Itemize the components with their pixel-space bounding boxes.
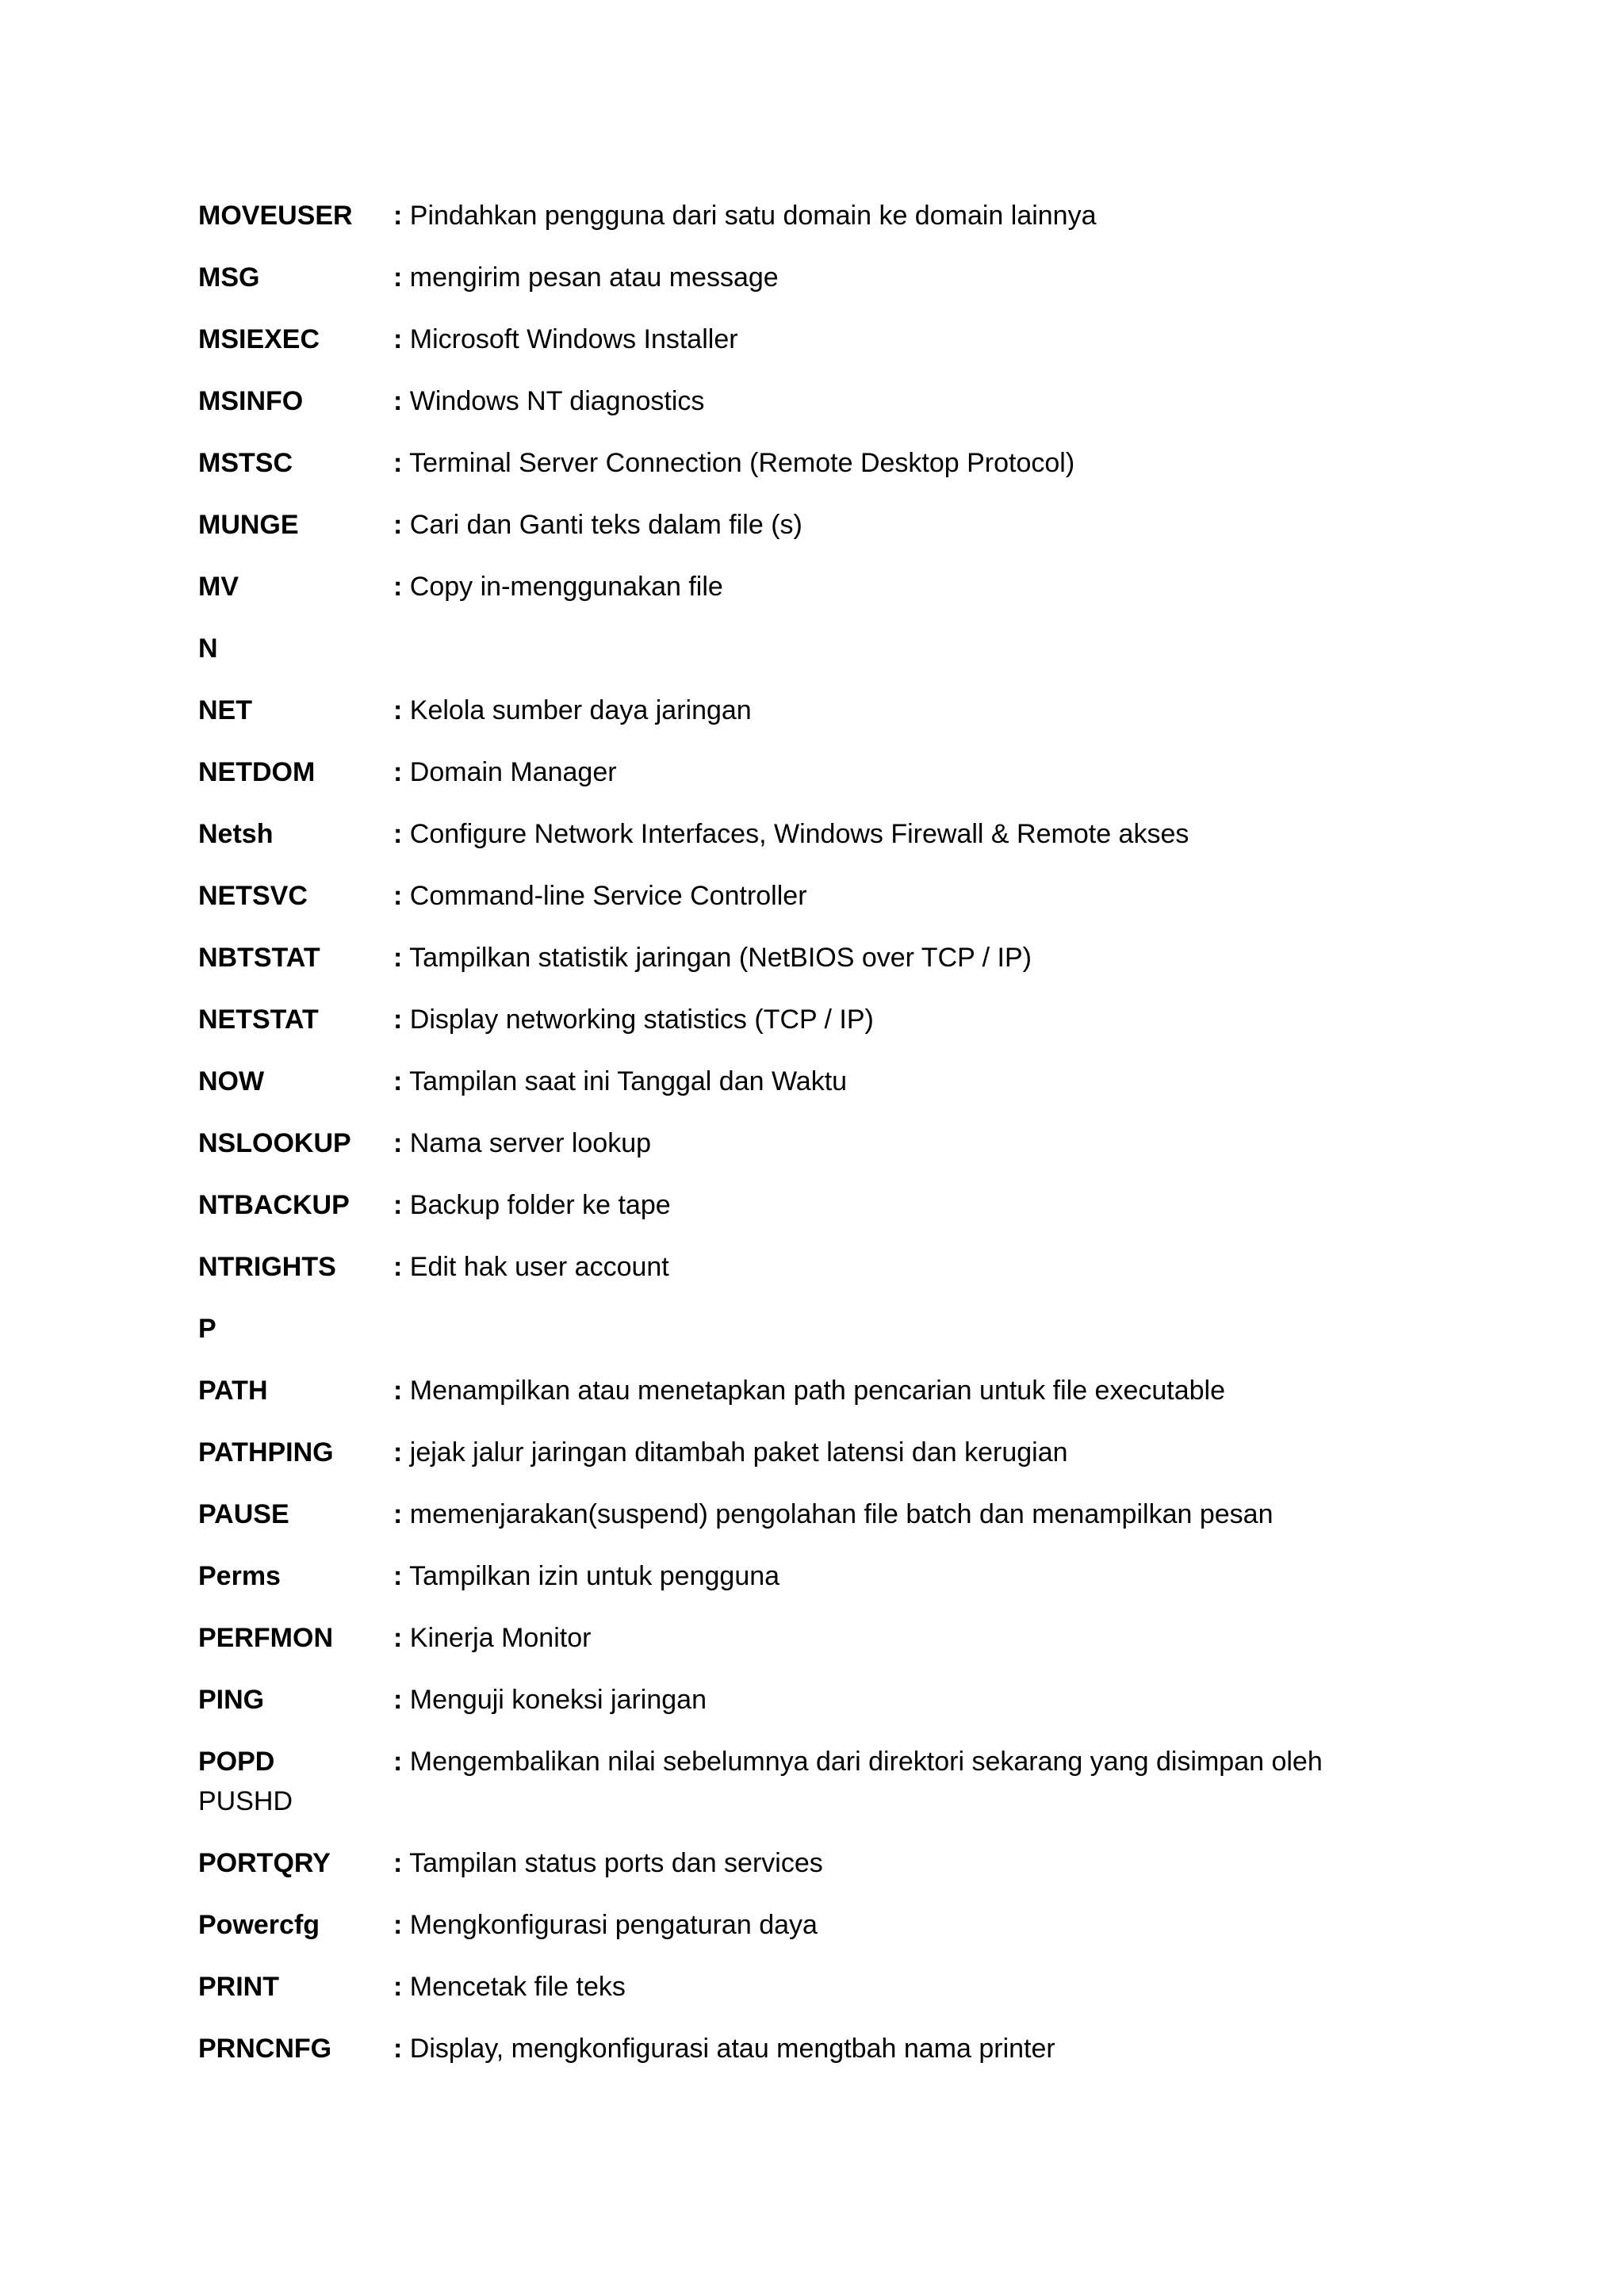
description-text: Windows NT diagnostics	[409, 386, 705, 416]
command-name: Netsh	[198, 819, 274, 849]
description-text: Microsoft Windows Installer	[409, 324, 738, 354]
description-separator: :	[393, 1004, 403, 1035]
command-name: PERFMON	[198, 1623, 333, 1653]
description-separator: :	[393, 1066, 403, 1096]
command-name: NOW	[198, 1066, 265, 1096]
command-entry	[198, 752, 1483, 813]
description-separator: :	[393, 510, 403, 540]
command-description	[393, 1556, 779, 1597]
description-separator: :	[393, 1561, 403, 1591]
command-description	[393, 1246, 669, 1288]
command-entry	[198, 690, 1483, 752]
description-text: Display networking statistics (TCP / IP)	[409, 1004, 874, 1035]
description-text: Menguji koneksi jaringan	[409, 1685, 707, 1715]
command-name: MV	[198, 572, 239, 602]
command-name: NETSTAT	[198, 1004, 319, 1035]
command-description	[393, 813, 1189, 855]
command-entry	[198, 1432, 1483, 1494]
command-name: PORTQRY	[198, 1848, 331, 1878]
command-description	[393, 875, 807, 916]
command-description	[393, 1184, 671, 1226]
command-description	[393, 504, 802, 545]
description-separator: :	[393, 1190, 403, 1220]
command-entry	[198, 442, 1483, 504]
command-description	[393, 257, 779, 298]
description-text: memenjarakan(suspend) pengolahan file batch dan menampilkan pesan	[409, 1499, 1274, 1529]
command-entry	[198, 1617, 1483, 1679]
command-name: NTBACKUP	[198, 1190, 350, 1220]
command-name: PAUSE	[198, 1499, 289, 1529]
description-text: Configure Network Interfaces, Windows Firewall & Remote akses	[409, 819, 1189, 849]
command-description	[393, 1494, 1273, 1535]
command-name: PING	[198, 1685, 265, 1715]
command-name: MSIEXEC	[198, 324, 320, 354]
description-text: Kinerja Monitor	[409, 1623, 592, 1653]
description-separator: :	[393, 386, 403, 416]
description-text: Edit hak user account	[409, 1252, 669, 1282]
command-description	[393, 1741, 1323, 1782]
description-separator: :	[393, 695, 403, 725]
command-name: MSG	[198, 262, 260, 293]
command-entry	[198, 1308, 1483, 1370]
command-entry	[198, 1556, 1483, 1617]
description-text: Tampilan saat ini Tanggal dan Waktu	[409, 1066, 848, 1096]
command-name: PRINT	[198, 1972, 279, 2002]
description-text: Display, mengkonfigurasi atau mengtbah nama printer	[409, 2034, 1055, 2064]
command-entry	[198, 813, 1483, 875]
command-description	[393, 937, 1032, 978]
description-text: Cari dan Ganti teks dalam file (s)	[409, 510, 802, 540]
command-name: MOVEUSER	[198, 201, 353, 231]
command-entry	[198, 195, 1483, 257]
command-entry	[198, 257, 1483, 319]
command-entry	[198, 1246, 1483, 1308]
command-entry	[198, 875, 1483, 937]
description-text: Tampilkan statistik jaringan (NetBIOS over TCP / IP)	[409, 943, 1032, 973]
description-text: Nama server lookup	[409, 1128, 652, 1158]
command-entry	[198, 1966, 1483, 2028]
description-text: Command-line Service Controller	[409, 881, 807, 911]
command-entry	[198, 566, 1483, 628]
command-entry	[198, 1843, 1483, 1904]
command-description	[393, 442, 1074, 484]
description-text: Mengkonfigurasi pengaturan daya	[409, 1910, 818, 1940]
command-description	[393, 1679, 707, 1720]
description-separator: :	[393, 1499, 403, 1529]
description-text: Mengembalikan nilai sebelumnya dari direktori sekarang yang disimpan oleh	[409, 1747, 1323, 1777]
description-text: Tampilkan izin untuk pengguna	[409, 1561, 780, 1591]
description-text: Pindahkan pengguna dari satu domain ke domain lainnya	[409, 201, 1097, 231]
command-name: NETSVC	[198, 881, 308, 911]
command-description	[393, 195, 1097, 236]
description-separator: :	[393, 1848, 403, 1878]
command-entry	[198, 1370, 1483, 1432]
command-entry	[198, 1061, 1483, 1123]
command-description	[393, 1432, 1068, 1473]
description-text: mengirim pesan atau message	[409, 262, 779, 293]
command-entry	[198, 1679, 1483, 1741]
command-name: P	[198, 1314, 216, 1344]
command-description	[393, 690, 752, 731]
command-list	[198, 195, 1483, 2090]
description-text: Kelola sumber daya jaringan	[409, 695, 752, 725]
command-name: NETDOM	[198, 757, 316, 787]
command-name: MUNGE	[198, 510, 299, 540]
command-entry	[198, 504, 1483, 566]
description-text: Menampilkan atau menetapkan path pencarian untuk file executable	[409, 1376, 1226, 1406]
description-text: jejak jalur jaringan ditambah paket latensi dan kerugian	[409, 1437, 1068, 1468]
description-separator: :	[393, 1376, 403, 1406]
command-name: POPD	[198, 1747, 275, 1777]
command-name: PATHPING	[198, 1437, 334, 1468]
description-separator: :	[393, 819, 403, 849]
description-text: Backup folder ke tape	[409, 1190, 671, 1220]
command-name: NSLOOKUP	[198, 1128, 351, 1158]
command-entry	[198, 628, 1483, 690]
command-name: N	[198, 633, 218, 664]
command-name: Powercfg	[198, 1910, 320, 1940]
command-name: Perms	[198, 1561, 281, 1591]
command-description	[393, 1617, 591, 1659]
command-name: MSINFO	[198, 386, 304, 416]
description-text: Tampilan status ports dan services	[409, 1848, 823, 1878]
description-separator: :	[393, 1685, 403, 1715]
command-description	[393, 381, 704, 422]
command-name: MSTSC	[198, 448, 293, 478]
command-name: NTRIGHTS	[198, 1252, 336, 1282]
command-entry	[198, 381, 1483, 442]
command-entry	[198, 1123, 1483, 1184]
description-separator: :	[393, 943, 403, 973]
command-entry	[198, 319, 1483, 381]
command-description	[393, 1904, 818, 1946]
command-entry	[198, 1184, 1483, 1246]
command-description	[393, 999, 874, 1040]
command-name: NET	[198, 695, 252, 725]
description-separator: :	[393, 1623, 403, 1653]
command-entry	[198, 2028, 1483, 2090]
command-description	[393, 752, 617, 793]
command-description	[393, 1843, 823, 1884]
description-separator: :	[393, 1437, 403, 1468]
description-text: Mencetak file teks	[409, 1972, 626, 2002]
command-name: NBTSTAT	[198, 943, 320, 973]
description-separator: :	[393, 1747, 403, 1777]
description-separator: :	[393, 201, 403, 231]
description-separator: :	[393, 2034, 403, 2064]
description-continuation: PUSHD	[198, 1786, 293, 1816]
description-separator: :	[393, 1972, 403, 2002]
description-separator: :	[393, 324, 403, 354]
description-text: Copy in-menggunakan file	[409, 572, 723, 602]
command-description	[393, 566, 723, 607]
description-separator: :	[393, 757, 403, 787]
command-entry	[198, 1494, 1483, 1556]
command-name: PRNCNFG	[198, 2034, 332, 2064]
description-separator: :	[393, 881, 403, 911]
description-separator: :	[393, 1128, 403, 1158]
description-separator: :	[393, 448, 403, 478]
description-separator: :	[393, 262, 403, 293]
description-text: Domain Manager	[409, 757, 617, 787]
command-entry	[198, 1904, 1483, 1966]
command-description	[393, 1123, 651, 1164]
command-description	[393, 319, 738, 360]
command-entry	[198, 1741, 1483, 1843]
description-separator: :	[393, 1252, 403, 1282]
command-entry	[198, 999, 1483, 1061]
command-description	[393, 1966, 626, 2007]
command-name: PATH	[198, 1376, 268, 1406]
command-description	[393, 1370, 1225, 1411]
command-description	[393, 2028, 1055, 2069]
command-entry	[198, 937, 1483, 999]
description-separator: :	[393, 1910, 403, 1940]
description-separator: :	[393, 572, 403, 602]
description-text: Terminal Server Connection (Remote Desktop Protocol)	[409, 448, 1075, 478]
command-description	[393, 1061, 847, 1102]
